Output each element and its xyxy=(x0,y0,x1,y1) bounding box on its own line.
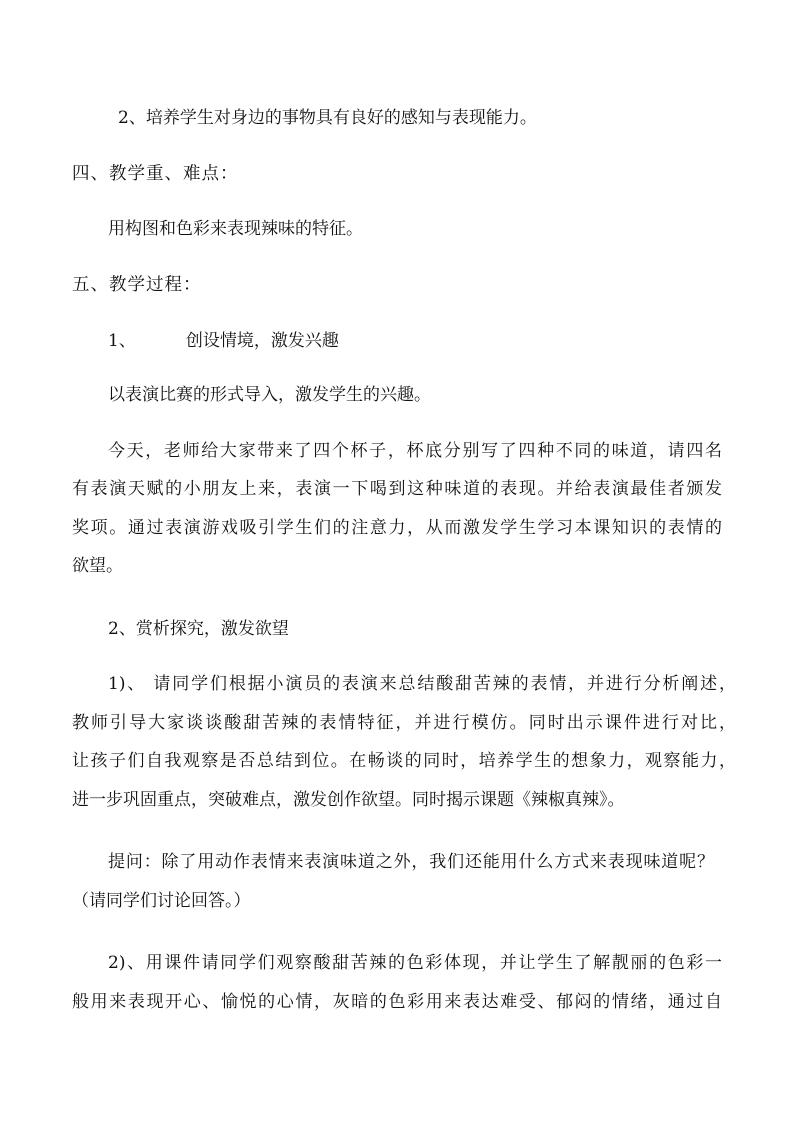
step-1-heading xyxy=(108,329,339,353)
section-5-heading: 五、教学过程： xyxy=(72,275,202,295)
step-2-sub-1-line: 让孩子们自我观察是否总结到位。在畅谈的同时，培养学生的想象力，观察能力， xyxy=(72,751,736,771)
step-2-sub-2-line: 般用来表现开心、愉悦的心情，灰暗的色彩用来表达难受、郁闷的情绪，通过自 xyxy=(72,992,722,1012)
step-1-intro: 以表演比赛的形式导入，激发学生的兴趣。 xyxy=(108,385,431,405)
step-1-title: 创设情境，激发兴趣 xyxy=(185,331,339,351)
step-1-para-line: 有表演天赋的小朋友上来，表演一下喝到这种味道的表现。并给表演最佳者颁发 xyxy=(72,479,722,499)
step-1-para-line: 欲望。 xyxy=(72,556,123,576)
step-2-sub-1-line: 进一步巩固重点，突破难点，激发创作欲望。同时揭示课题《辣椒真辣》。 xyxy=(72,790,625,810)
step-2-sub-2-line: 2)、用课件请同学们观察酸甜苦辣的色彩体现，并让学生了解靓丽的色彩一 xyxy=(108,953,722,973)
step-2-heading: 2、赏析探究，激发欲望 xyxy=(108,619,289,639)
question-line: （请同学们讨论回答。） xyxy=(72,891,251,911)
step-1-para-line: 今天，老师给大家带来了四个杯子，杯底分别写了四种不同的味道，请四名 xyxy=(108,441,722,461)
step-1-number: 1、 xyxy=(108,331,136,351)
step-1-para-line: 奖项。通过表演游戏吸引学生们的注意力，从而激发学生学习本课知识的表情的 xyxy=(72,518,722,538)
step-2-sub-1-line: 1)、 请同学们根据小演员的表演来总结酸甜苦辣的表情，并进行分析阐述， xyxy=(108,674,736,694)
section-4-body: 用构图和色彩来表现辣味的特征。 xyxy=(108,219,363,239)
question-line: 提问：除了用动作表情来表演味道之外，我们还能用什么方式来表现味道呢？ xyxy=(108,852,714,872)
objective-2: 2、培养学生对身边的事物具有良好的感知与表现能力。 xyxy=(118,108,537,128)
section-4-heading: 四、教学重、难点： xyxy=(72,164,239,184)
step-2-sub-1-line: 教师引导大家谈谈酸甜苦辣的表情特征，并进行模仿。同时出示课件进行对比， xyxy=(72,713,736,733)
